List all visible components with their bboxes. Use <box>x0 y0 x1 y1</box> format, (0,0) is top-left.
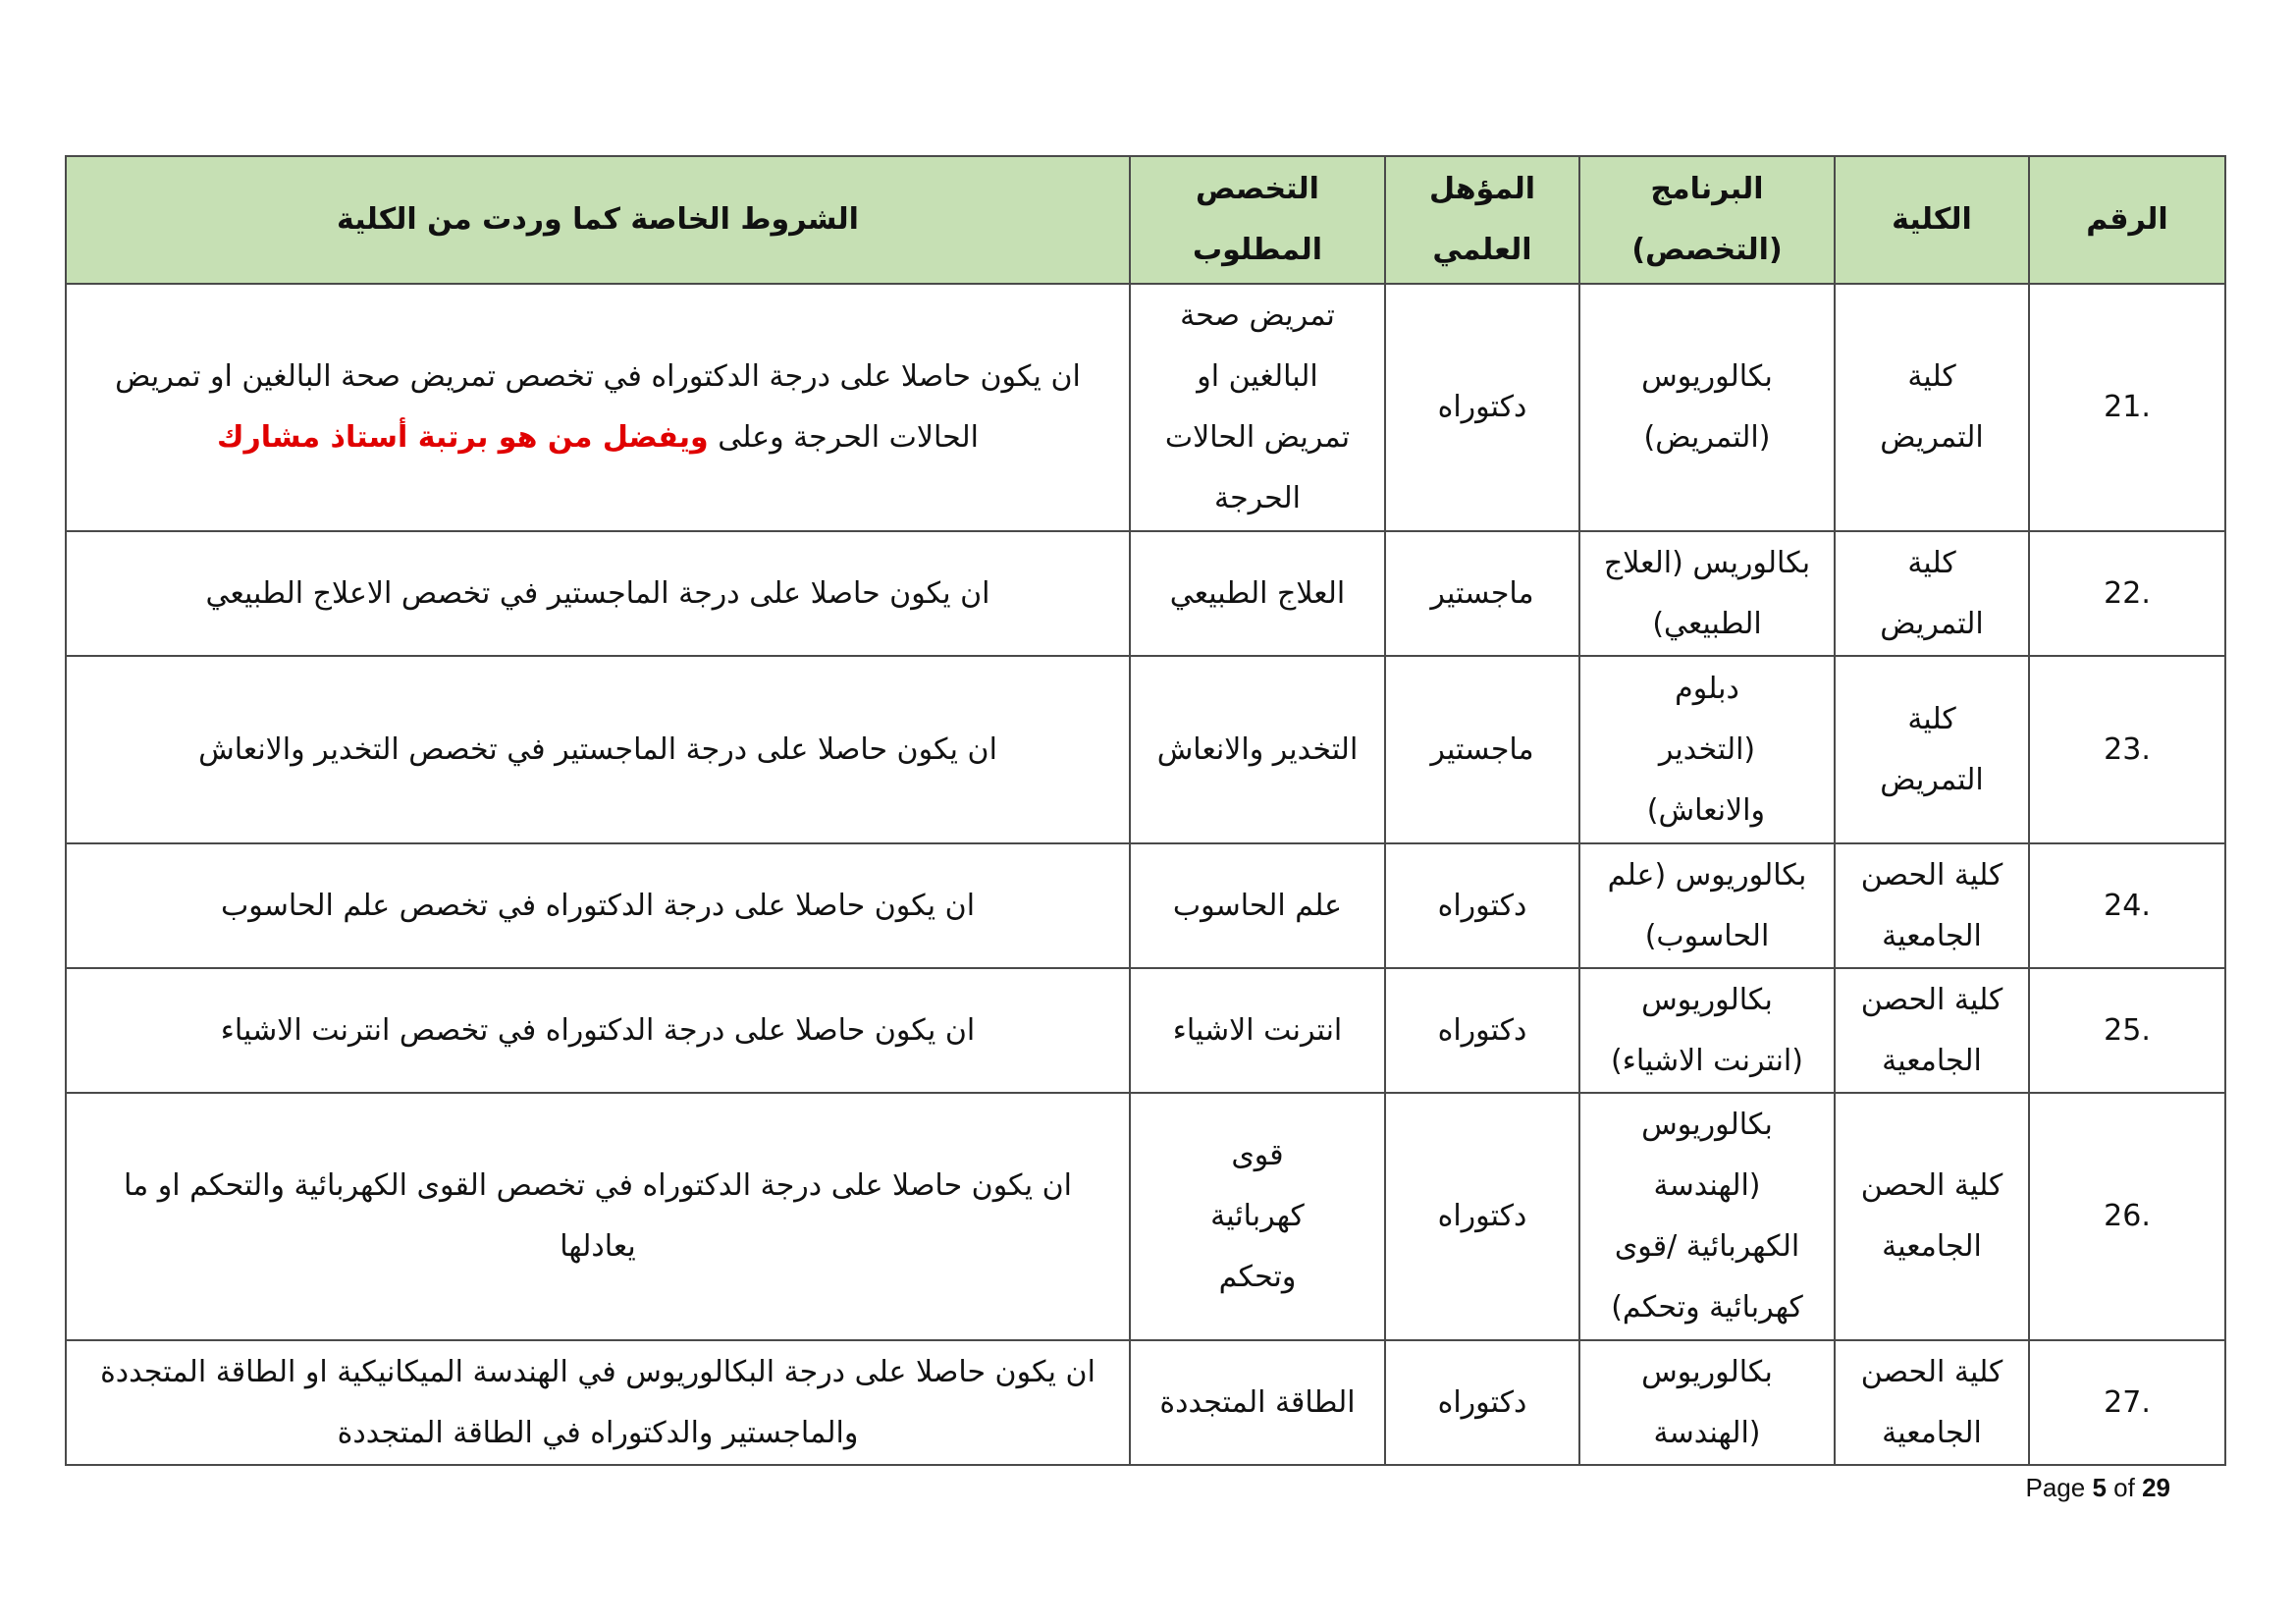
row-qualification: ماجستير <box>1385 656 1579 843</box>
table-header-row <box>66 156 2225 284</box>
row-program: بكالوريوس (الهندسة <box>1579 1340 1835 1465</box>
row-specialty: انترنت الاشياء <box>1130 968 1385 1093</box>
row-college: كلية الحصن الجامعية <box>1835 1340 2029 1465</box>
header-program-line2: (التخصص) <box>1631 233 1783 267</box>
row-college: كلية الحصن الجامعية <box>1835 968 2029 1093</box>
table-row <box>66 531 2225 656</box>
row-specialty: تمريض صحة البالغين او تمريض الحالات الحرجة <box>1130 284 1385 531</box>
header-program-line1: البرنامج <box>1650 172 1764 206</box>
header-specialty <box>1130 156 1385 284</box>
row-qualification: دكتوراه <box>1385 843 1579 968</box>
row-conditions-highlight: ويفضل من هو برتبة أستاذ مشارك <box>216 420 709 455</box>
row-num: 26. <box>2029 1093 2225 1340</box>
row-conditions: ان يكون حاصلا على درجة الماجستير في تخصص الاعلاج الطبيعي <box>66 531 1130 656</box>
row-college: كلية التمريض <box>1835 656 2029 843</box>
row-qualification: دكتوراه <box>1385 1093 1579 1340</box>
header-college: الكلية <box>1835 156 2029 284</box>
row-college: كلية التمريض <box>1835 531 2029 656</box>
row-conditions: ان يكون حاصلا على درجة الدكتوراه في تخصص القوى الكهربائية والتحكم او ما يعادلها <box>66 1093 1130 1340</box>
header-qualification <box>1385 156 1579 284</box>
row-specialty: علم الحاسوب <box>1130 843 1385 968</box>
row-program: بكالوريس (العلاج الطبيعي) <box>1579 531 1835 656</box>
table-row <box>66 1340 2225 1465</box>
header-conditions: الشروط الخاصة كما وردت من الكلية <box>66 156 1130 284</box>
row-num: 25. <box>2029 968 2225 1093</box>
row-specialty: العلاج الطبيعي <box>1130 531 1385 656</box>
row-college: كلية الحصن الجامعية <box>1835 1093 2029 1340</box>
row-qualification: دكتوراه <box>1385 1340 1579 1465</box>
row-num: 24. <box>2029 843 2225 968</box>
total-pages-number: 29 <box>2142 1473 2170 1502</box>
row-qualification: دكتوراه <box>1385 968 1579 1093</box>
page-number-footer <box>2025 1473 2170 1503</box>
row-conditions: ان يكون حاصلا على درجة الدكتوراه في تخصص علم الحاسوب <box>66 843 1130 968</box>
header-num: الرقم <box>2029 156 2225 284</box>
row-conditions <box>66 284 1130 531</box>
row-program: بكالوريوس (انترنت الاشياء) <box>1579 968 1835 1093</box>
header-qualification-line2: العلمي <box>1432 233 1532 267</box>
header-program <box>1579 156 1835 284</box>
row-college: كلية التمريض <box>1835 284 2029 531</box>
header-qualification-line1: المؤهل <box>1428 172 1536 206</box>
row-num: 21. <box>2029 284 2225 531</box>
row-conditions-text: ان يكون حاصلا على درجة الدكتوراه في تخصص تمريض صحة البالغين او تمريض الحالات الحرجة وعلى <box>115 359 1081 455</box>
table-row <box>66 656 2225 843</box>
row-program: بكالوريوس (علم الحاسوب) <box>1579 843 1835 968</box>
row-conditions: ان يكون حاصلا على درجة الدكتوراه في تخصص انترنت الاشياء <box>66 968 1130 1093</box>
row-program: بكالوريوس (التمريض) <box>1579 284 1835 531</box>
row-qualification: ماجستير <box>1385 531 1579 656</box>
row-program: دبلوم (التخدير والانعاش) <box>1579 656 1835 843</box>
table-row <box>66 843 2225 968</box>
of-label: of <box>2113 1473 2135 1502</box>
row-num: 22. <box>2029 531 2225 656</box>
row-conditions: ان يكون حاصلا على درجة البكالوريوس في الهندسة الميكانيكية او الطاقة المتجددة والماجستير والدكتوراه في الطاقة المتجددة <box>66 1340 1130 1465</box>
page-label: Page <box>2025 1473 2086 1502</box>
table-row <box>66 968 2225 1093</box>
row-specialty: التخدير والانعاش <box>1130 656 1385 843</box>
positions-table <box>65 155 2226 1466</box>
header-specialty-line1: التخصص <box>1196 172 1319 206</box>
row-college: كلية الحصن الجامعية <box>1835 843 2029 968</box>
row-specialty: الطاقة المتجددة <box>1130 1340 1385 1465</box>
current-page-number: 5 <box>2092 1473 2107 1502</box>
row-num: 27. <box>2029 1340 2225 1465</box>
row-program: بكالوريوس (الهندسة الكهربائية /قوى كهربائية وتحكم) <box>1579 1093 1835 1340</box>
row-num: 23. <box>2029 656 2225 843</box>
table-row <box>66 284 2225 531</box>
header-specialty-line2: المطلوب <box>1192 233 1323 267</box>
row-conditions: ان يكون حاصلا على درجة الماجستير في تخصص التخدير والانعاش <box>66 656 1130 843</box>
table-row <box>66 1093 2225 1340</box>
row-qualification: دكتوراه <box>1385 284 1579 531</box>
row-specialty: قوى كهربائية وتحكم <box>1130 1093 1385 1340</box>
